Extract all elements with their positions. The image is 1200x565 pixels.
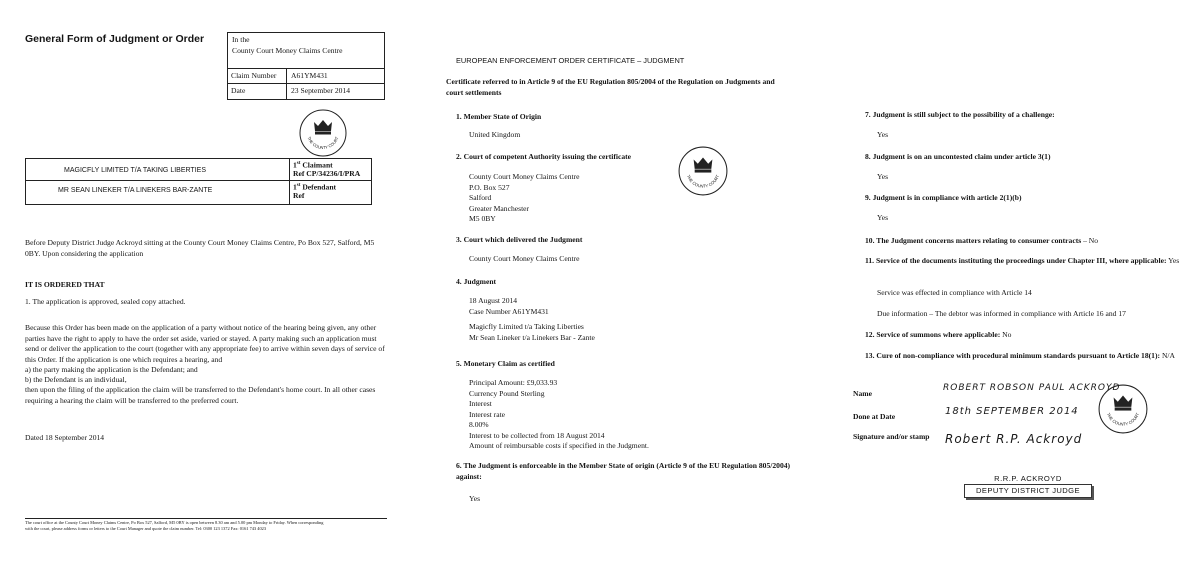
crown-icon <box>314 120 332 135</box>
court-seal <box>298 108 348 158</box>
due-information: Due information – The debtor was informed in compliance with Article 16 and 17 <box>877 309 1126 318</box>
item-8-answer: Yes <box>877 172 889 181</box>
ordered-heading: IT IS ORDERED THAT <box>25 280 105 289</box>
item-9-label: 9. Judgment is in compliance with article 2(1)(b) <box>865 193 1022 202</box>
certificate-title: EUROPEAN ENFORCEMENT ORDER CERTIFICATE – JUDGMENT <box>456 56 685 65</box>
page-title: General Form of Judgment or Order <box>25 33 205 45</box>
order-item: 1. The application is approved, sealed copy attached. <box>25 297 186 306</box>
item-7-label: 7. Judgment is still subject to the possibility of a challenge: <box>865 110 1055 119</box>
item-3-label: 3. Court which delivered the Judgment <box>456 235 583 244</box>
claimant-role: 1st Claimant <box>293 160 333 170</box>
enforceable-against: Yes <box>469 494 481 503</box>
claimant-ref: Ref CP/34236/I/PRA <box>293 169 361 178</box>
item-4-label: 4. Judgment <box>456 277 497 286</box>
svg-text:THE COUNTY COURT: THE COUNTY COURT <box>685 174 721 189</box>
claim-number-label: Claim Number <box>231 71 277 80</box>
name-label: Name <box>853 389 872 398</box>
item-7-answer: Yes <box>877 130 889 139</box>
date-value: 23 September 2014 <box>291 86 351 95</box>
item-13: 13. Cure of non-compliance with procedural minimum standards pursuant to Article 18(1): N/A <box>865 351 1176 360</box>
done-date-label: Done at Date <box>853 412 896 421</box>
judge-stamp: DEPUTY DISTRICT JUDGE <box>964 484 1092 498</box>
signature-label: Signature and/or stamp <box>853 432 930 441</box>
defendant-name: MR SEAN LINEKER T/A LINEKERS BAR-ZANTE <box>58 187 213 194</box>
page-footer: The court office at the County Court Money Claims Centre, Po Box 527, Salford, M5 0BY is open between 8.30 am and 5.00 pm Monday to Friday. When corresponding with the court, please address forms or letters to the Court Manager and quote the claim number. Tel: 0300 123 1372 Fax: 0161 743 4023 <box>25 520 324 531</box>
court-name: County Court Money Claims Centre <box>232 46 343 55</box>
claim-number-value: A61YM431 <box>291 71 328 80</box>
judge-stamp-name: R.R.P. ACKROYD <box>994 474 1062 483</box>
condition-a: a) the party making the application is the Defendant; and <box>25 365 198 374</box>
item-1-label: 1. Member State of Origin <box>456 112 542 121</box>
then-text: then upon the filing of the application the claim will be transferred to the Defendant's home court. In all other cases requiring a hearing the claim will be transferred to the preferred court. <box>25 385 376 405</box>
because-text: Because this Order has been made on the application of a party without notice of the hearing being given, any other parties have the right to apply to have the order set aside, varied or stayed. A party making such an application must send or deliver the application to the court (together with any appropriate fee) to arrive within seven days of service of this Order. If the application is one which requires a hearing, and <box>25 323 385 364</box>
court-delivered: County Court Money Claims Centre <box>469 254 580 263</box>
item-6-label: 6. The Judgment is enforceable in the Member State of origin (Article 9 of the EU Regulation 805/2004) against: <box>456 461 791 481</box>
monetary-details: Principal Amount: £9,033.93 Currency Pound Sterling Interest Interest rate 8.00% Interest to be collected from 18 August 2014 Amount of reimbursable costs if specified in the Judgment. <box>469 378 649 450</box>
item-5-label: 5. Monetary Claim as certified <box>456 359 555 368</box>
crown-icon <box>694 157 713 172</box>
name-handwritten: ROBERT ROBSON PAUL ACKROYD <box>943 383 1121 393</box>
crown-icon <box>1114 395 1133 410</box>
service-line: Service was effected in compliance with Article 14 <box>877 288 1032 297</box>
item-9-answer: Yes <box>877 213 889 222</box>
judgment-details: 18 August 2014 Case Number A61YM431 Magicfly Limited t/a Taking Liberties Mr Sean Lineker t/a Linekers Bar - Zante <box>469 296 595 342</box>
dated-text: Dated 18 September 2014 <box>25 433 105 442</box>
member-state: United Kingdom <box>469 130 521 139</box>
court-in-label: In the <box>232 35 250 44</box>
authority-address: County Court Money Claims Centre P.O. Box 527 Salford Greater Manchester M5 0BY <box>469 172 580 223</box>
claimant-name: MAGICFLY LIMITED T/A TAKING LIBERTIES <box>64 167 206 174</box>
done-date-handwritten: 18th SEPTEMBER 2014 <box>945 406 1079 417</box>
date-label: Date <box>231 86 246 95</box>
item-8-label: 8. Judgment is on an uncontested claim under article 3(1) <box>865 152 1051 161</box>
certificate-reference: Certificate referred to in Article 9 of the EU Regulation 805/2004 of the Regulation on Judgments and court settlements <box>446 77 775 97</box>
court-seal <box>677 145 729 197</box>
court-seal <box>1097 383 1149 435</box>
defendant-ref: Ref <box>293 191 305 200</box>
before-text: Before Deputy District Judge Ackroyd sitting at the County Court Money Claims Centre, Po Box 527, Salford, M5 0BY. Upon considering the application <box>25 238 375 258</box>
condition-b: b) the Defendant is an individual, <box>25 375 127 384</box>
item-10: 10. The Judgment concerns matters relating to consumer contracts – No <box>865 236 1099 245</box>
svg-text:THE COUNTY COURT: THE COUNTY COURT <box>306 135 340 151</box>
item-12: 12. Service of summons where applicable: No <box>865 330 1012 339</box>
signature-handwritten: Robert R.P. Ackroyd <box>945 432 1083 446</box>
item-11: 11. Service of the documents instituting the proceedings under Chapter III, where applicable: Yes <box>865 256 1180 265</box>
item-2-label: 2. Court of competent Authority issuing the certificate <box>456 152 632 161</box>
svg-text:THE COUNTY COURT: THE COUNTY COURT <box>1105 412 1141 427</box>
defendant-role: 1st Defendant <box>293 182 337 192</box>
